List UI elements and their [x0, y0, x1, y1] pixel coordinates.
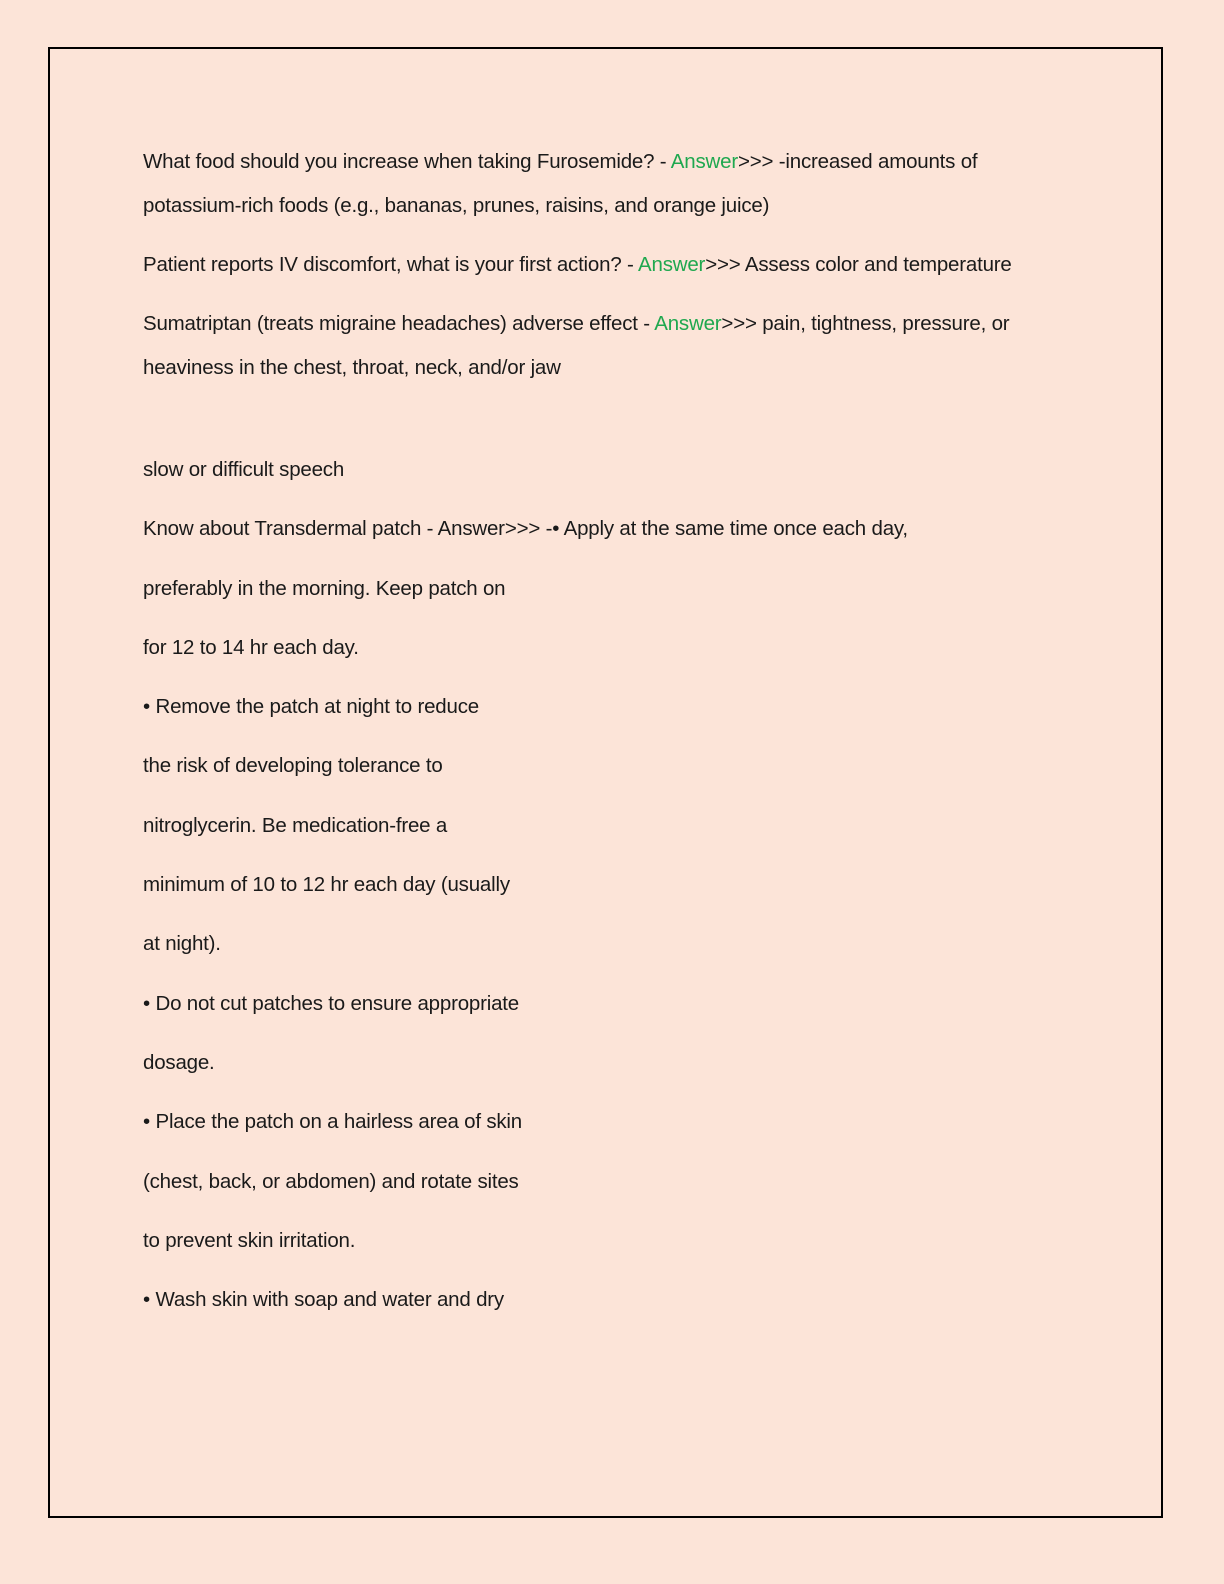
answer-label: Answer — [638, 253, 706, 276]
patch-line: to prevent skin irritation. — [143, 1228, 356, 1252]
answer-text: >>> pain, tightness, pressure, or heaviness in the chest, throat, neck, and/or jaw — [143, 312, 1010, 379]
patch-line: the risk of developing tolerance to — [143, 754, 443, 778]
question-text: What food should you increase when taking Furosemide? - — [143, 150, 671, 173]
answer-label: Answer — [437, 517, 505, 541]
blank-gap — [143, 405, 1063, 448]
patch-line: minimum of 10 to 12 hr each day (usually — [143, 873, 510, 897]
patch-line: • Place the patch on a hairless area of skin — [143, 1110, 522, 1134]
patch-line: dosage. — [143, 1050, 215, 1074]
qa-item-furosemide — [143, 140, 1063, 228]
document-body — [143, 140, 1063, 1337]
qa-item-transdermal-patch — [143, 507, 1063, 566]
answer-text: >>> -• Apply at the same time once each day, — [504, 517, 908, 541]
patch-line: preferably in the morning. Keep patch on — [143, 576, 506, 600]
answer-label: Answer — [654, 312, 722, 335]
qa-item-iv-discomfort — [143, 243, 1063, 287]
patch-line: • Do not cut patches to ensure appropriate — [143, 991, 519, 1015]
question-text: Know about Transdermal patch - — [143, 517, 438, 541]
patch-line: for 12 to 14 hr each day. — [143, 635, 359, 659]
patch-line: at night). — [143, 932, 221, 956]
patch-line: • Remove the patch at night to reduce — [143, 695, 479, 719]
answer-label: Answer — [670, 150, 738, 173]
patch-line: (chest, back, or abdomen) and rotate sites — [143, 1169, 519, 1193]
patch-line: nitroglycerin. Be medication-free a — [143, 813, 448, 837]
qa-item-sumatriptan — [143, 302, 1063, 390]
answer-text: >>> Assess color and temperature — [705, 253, 1012, 276]
question-text: Sumatriptan (treats migraine headaches) adverse effect - — [143, 312, 655, 335]
patch-line: • Wash skin with soap and water and dry — [143, 1288, 504, 1312]
answer-text: >>> -increased amounts of potassium-rich foods (e.g., bananas, prunes, raisins, and orange juice) — [143, 150, 978, 217]
question-text: Patient reports IV discomfort, what is your first action? - — [143, 253, 639, 276]
continuation-line: slow or difficult speech — [143, 458, 345, 481]
